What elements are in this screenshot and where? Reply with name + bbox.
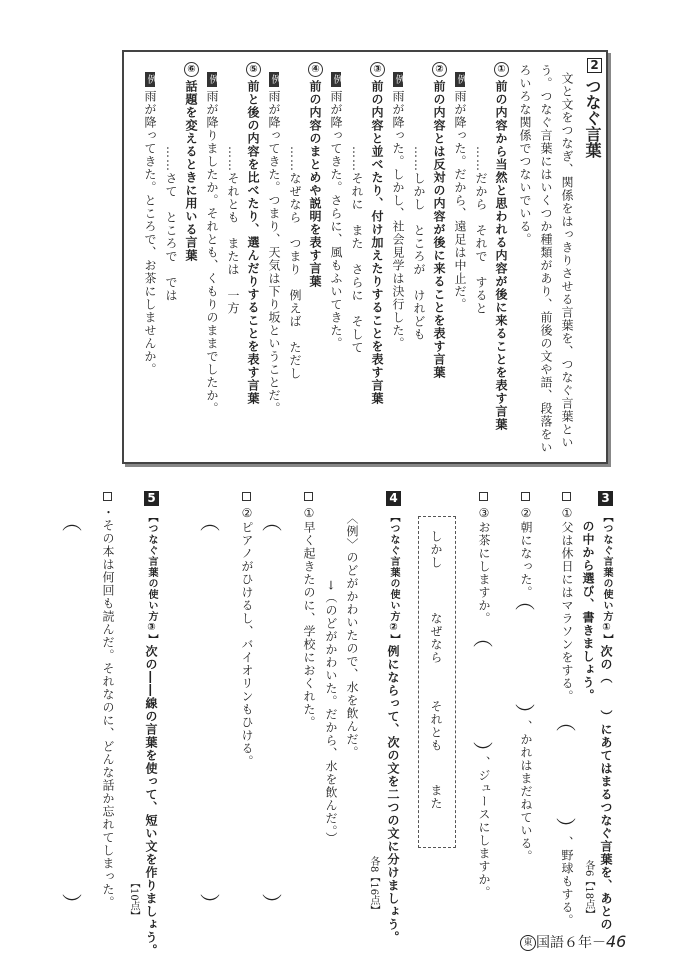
q3-item-1-open-paren: ︵ — [556, 710, 576, 734]
item-example-text: 雨が降ってきた。さらに、風もふいてきた。 — [329, 90, 343, 350]
box-intro-line-1: 文と文をつなぎ、関係をはっきりさせる言葉を、つなぐ言葉とい — [560, 72, 574, 449]
item-heading — [184, 62, 199, 262]
q5-close-paren: ︶ — [62, 892, 82, 916]
q4-example-tag: 〈例〉 — [345, 512, 359, 551]
q3-item-1-part2: 、野球もする。 — [560, 836, 574, 927]
q5-points: 【10点】 — [128, 878, 139, 921]
item-number: ① — [496, 63, 507, 76]
example-tag: 例 — [207, 74, 218, 85]
q4-item-1 — [303, 506, 315, 729]
q3-instruction-line-2 — [582, 520, 594, 702]
item-example-text: 雨が降ってきた。つまり、天気は下り坂ということだ。 — [267, 90, 281, 415]
example-tag: 例 — [145, 74, 156, 85]
q3-choice-3: それとも — [429, 700, 443, 752]
q4-example-text: のどがかわいたので、水を飲んだ。 — [345, 551, 359, 759]
box-title: つなぐ言葉 — [583, 78, 602, 158]
item-heading — [494, 62, 509, 431]
item-heading — [432, 62, 447, 379]
q3-item-3-part2: 、ジュースにしますか。 — [477, 756, 491, 899]
q3-choice-4: また — [429, 784, 443, 810]
q3-instruction-a: 次の（ ）にあてはまるつなぐ言葉を、あとの — [599, 645, 613, 931]
q3-instruction-line-1 — [600, 512, 612, 931]
q4-item-1-open-paren: ︵ — [262, 510, 282, 534]
q4-item-1-close-paren: ︶ — [262, 892, 282, 916]
q3-item-3-checkbox[interactable] — [479, 492, 488, 501]
box-intro-line-2: う。つなぐ言葉にはいくつか種類があり、前後の文や語、段落をい — [539, 64, 553, 454]
item-number: ④ — [310, 63, 321, 76]
example-tag: 例 — [331, 74, 342, 85]
item-number: ⑤ — [248, 63, 259, 76]
item-example — [330, 72, 342, 350]
q5-instruction-text: 次の――線の言葉を使って、短い文を作りましょう。 — [144, 645, 158, 957]
q4-instruction-text: 例にならって、次の文を二つの文に分けましょう。 — [386, 645, 400, 944]
q5-text: ・その本は何回も読んだ。それなのに、どんな話か忘れてしまった。 — [101, 506, 115, 909]
q4-item-1-answer-blank[interactable] — [262, 530, 282, 880]
q3-item-1-close-paren: ︶ — [556, 816, 576, 840]
item-example-text: 雨が降りましたか。それとも、くもりのままでしたか。 — [205, 90, 219, 415]
q4-number: 4 — [386, 491, 401, 506]
q4-item-2-text: ピアノがひけるし、バイオリンもひける。 — [240, 521, 254, 768]
item-example-text: 雨が降ってきた。ところで、お茶にしませんか。 — [143, 90, 157, 376]
q3-item-2-part2: 、かれはまだねている。 — [519, 720, 533, 863]
example-tag: 例 — [393, 74, 404, 85]
q4-item-1-text: 早く起きたのに、学校におくれた。 — [302, 521, 316, 729]
item-example — [392, 72, 404, 350]
q4-item-2-open-paren: ︵ — [200, 510, 220, 534]
item-heading — [246, 62, 261, 405]
item-heading-text: 話題を変えるときに用いる言葉 — [184, 80, 198, 262]
item-words: ……さて ところで では — [164, 146, 178, 302]
q3-item-2-checkbox[interactable] — [521, 492, 530, 501]
q3-label: 【つなぐ言葉の使い方①】 — [601, 512, 612, 645]
box-intro-line-3: ろいろな関係でつないでいる。 — [518, 64, 532, 246]
q4-item-2-close-paren: ︶ — [200, 892, 220, 916]
q4-item-2-answer-blank[interactable] — [200, 530, 220, 880]
q3-number: 3 — [598, 491, 613, 506]
q3-item-3-open-paren: ︵ — [473, 626, 493, 650]
item-heading-text: 前の内容のまとめや説明を表す言葉 — [308, 80, 322, 288]
q4-item-1-checkbox[interactable] — [304, 492, 313, 501]
q4-item-2 — [241, 506, 253, 768]
q5-number: 5 — [144, 491, 159, 506]
q3-item-2-close-paren: ︶ — [515, 702, 535, 726]
q3-item-1-answer-blank[interactable] — [556, 730, 576, 820]
item-heading-text: 前の内容から当然と思われる内容が後に来ることを表す言葉 — [494, 80, 508, 431]
item-number: ③ — [372, 63, 383, 76]
item-heading-text: 前の内容とは反対の内容が後に来ることを表す言葉 — [432, 80, 446, 379]
q3-item-3-answer-blank[interactable] — [473, 646, 493, 736]
q3-item-3-part1: お茶にしますか。 — [477, 521, 491, 625]
item-number: ⑥ — [186, 63, 197, 76]
example-tag: 例 — [269, 74, 280, 85]
item-example-text: 雨が降った。しかし、社会見学は決行した。 — [391, 90, 405, 350]
q5-checkbox[interactable] — [103, 492, 112, 501]
q4-item-1-num: ① — [302, 506, 316, 521]
item-example — [454, 72, 466, 311]
q5-instruction — [145, 512, 157, 957]
item-example — [268, 72, 280, 415]
q4-instruction — [387, 512, 399, 944]
q4-points: 各8【16点】 — [368, 856, 379, 916]
q4-label: 【つなぐ言葉の使い方②】 — [388, 512, 399, 645]
item-example — [144, 72, 156, 376]
q3-item-2-answer-blank[interactable] — [515, 610, 535, 700]
publisher-mark: 東 — [520, 935, 536, 951]
q3-instruction-b: の中から選び、書きましょう。 — [581, 520, 595, 702]
footer-label: 国語６年－ — [536, 935, 606, 951]
q4-example-line-1 — [346, 512, 358, 759]
q3-item-3-num: ③ — [477, 506, 491, 521]
q3-choice-1: しかし — [429, 530, 443, 569]
q3-item-2-open-paren: ︵ — [515, 589, 535, 613]
q4-item-2-num: ② — [240, 506, 254, 521]
item-heading — [370, 62, 385, 405]
page-number: 46 — [606, 932, 627, 951]
item-words: ……しかし ところが けれども — [412, 146, 426, 341]
item-words: ……だから それで すると — [474, 146, 488, 315]
item-heading-text: 前の内容と並べたり、付け加えたりすることを表す言葉 — [370, 80, 384, 405]
item-example-text: 雨が降った。だから、遠足は中止だ。 — [453, 90, 467, 311]
q4-item-2-checkbox[interactable] — [242, 492, 251, 501]
q3-item-1-part1: 父は休日にはマラソンをする。 — [560, 521, 574, 703]
example-tag: 例 — [455, 74, 466, 85]
item-heading — [308, 62, 323, 288]
q3-item-1 — [561, 506, 573, 703]
q3-item-1-checkbox[interactable] — [562, 492, 571, 501]
q3-item-2-part1: 朝になった。 — [519, 521, 533, 599]
q4-example-line-2: →（のどがかわいた。だから、水を飲んだ。） — [324, 580, 338, 846]
q5-label: 【つなぐ言葉の使い方③】 — [146, 512, 157, 645]
item-heading-text: 前と後の内容を比べたり、選んだりすることを表す言葉 — [246, 80, 260, 405]
item-number: ② — [434, 63, 445, 76]
item-words: ……それとも または 一方 — [226, 146, 240, 315]
q5-open-paren: ︵ — [62, 510, 82, 534]
q3-item-2-num: ② — [519, 506, 533, 521]
box-number: 2 — [587, 58, 602, 73]
q3-item-1-num: ① — [560, 506, 574, 521]
item-example — [206, 72, 218, 415]
q5-answer-blank[interactable] — [62, 530, 82, 880]
item-words: ……それに また さらに そして — [350, 146, 364, 354]
item-words: ……なぜなら つまり 例えば ただし — [288, 146, 302, 380]
q3-choice-2: なぜなら — [429, 612, 443, 664]
page-footer — [520, 932, 626, 952]
q3-item-3 — [478, 506, 490, 625]
q3-item-3-close-paren: ︶ — [473, 740, 493, 764]
q3-points: 各6【18点】 — [583, 860, 594, 920]
